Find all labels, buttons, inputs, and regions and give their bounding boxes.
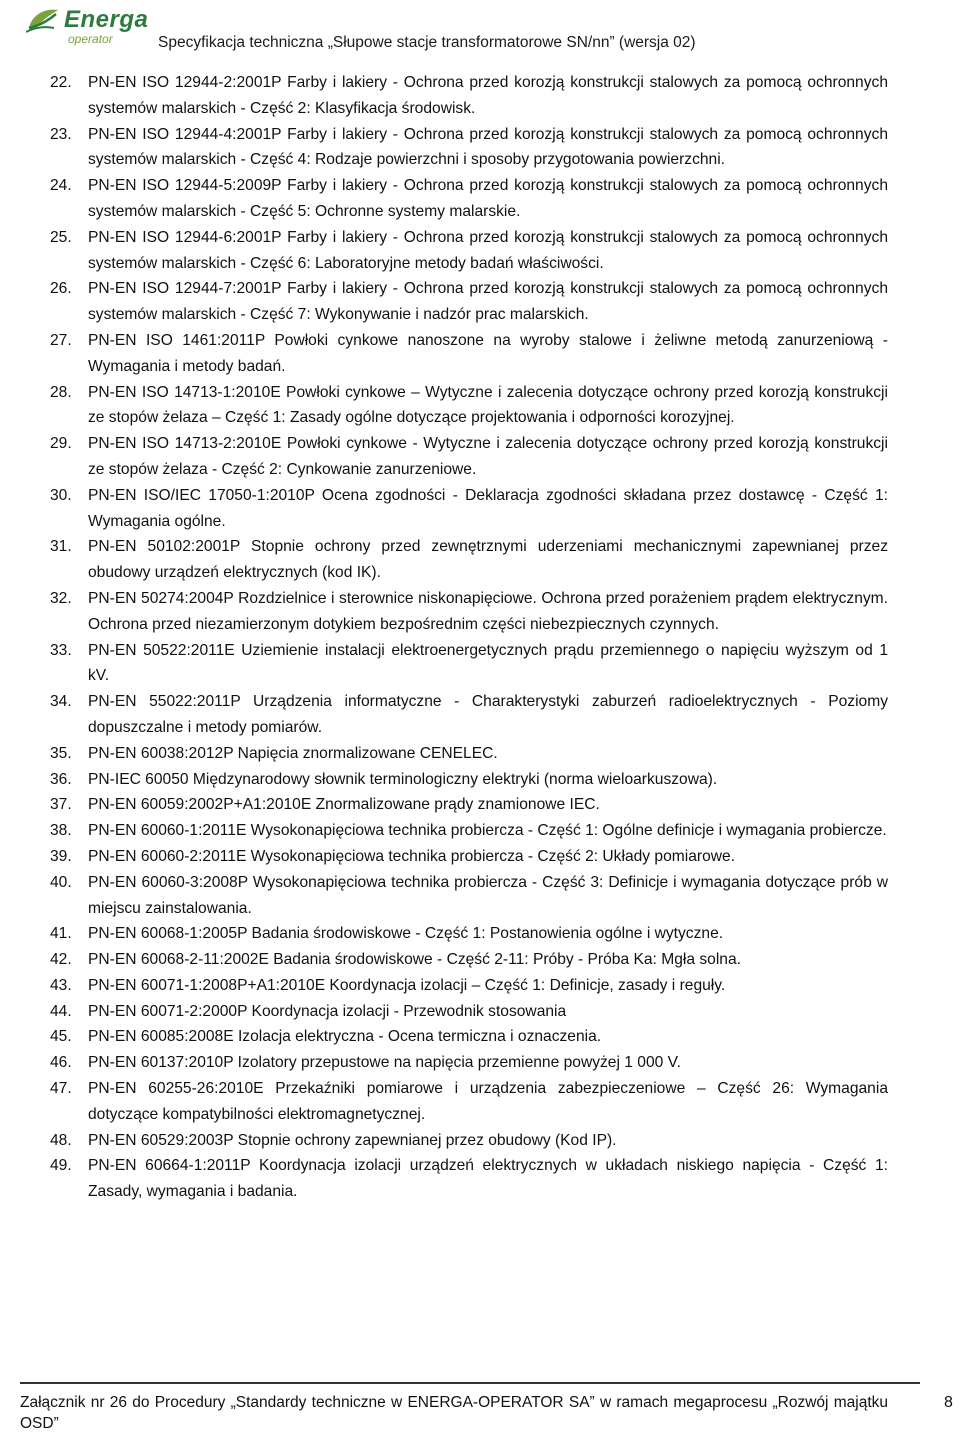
standards-list xyxy=(50,70,888,1205)
list-item xyxy=(50,534,888,586)
list-item-text: PN-EN 50102:2001P Stopnie ochrony przed zewnętrznymi uderzeniami mechanicznymi zapewnianej przez obudowy urządzeń elektrycznych (kod IK). xyxy=(88,538,888,582)
list-item-number: 30. xyxy=(50,486,72,504)
list-item-number: 23. xyxy=(50,125,72,143)
list-item xyxy=(50,870,888,922)
list-item xyxy=(50,689,888,741)
list-item-number: 25. xyxy=(50,228,72,246)
list-item xyxy=(50,483,888,535)
list-item-number: 38. xyxy=(50,822,72,840)
list-item xyxy=(50,276,888,328)
document-title: Specyfikacja techniczna „Słupowe stacje transformatorowe SN/nn” (wersja 02) xyxy=(158,34,696,51)
list-item-text: PN-EN ISO 12944-6:2001P Farby i lakiery - Ochrona przed korozją konstrukcji stalowych za pomocą ochronnych systemów malarskich - Część 6: Laboratoryjne metody badań właściwości. xyxy=(88,228,888,272)
list-item-number: 39. xyxy=(50,847,72,865)
list-item-text: PN-EN 60071-2:2000P Koordynacja izolacji - Przewodnik stosowania xyxy=(88,1002,567,1020)
list-item xyxy=(50,1076,888,1128)
page-header xyxy=(0,0,960,62)
list-item-number: 27. xyxy=(50,331,72,349)
list-item-number: 33. xyxy=(50,641,72,659)
list-item-number: 22. xyxy=(50,74,72,91)
list-item xyxy=(50,767,888,793)
list-item-number: 34. xyxy=(50,693,72,711)
list-item xyxy=(50,1050,888,1076)
footer-divider xyxy=(20,1382,920,1384)
list-item-number: 47. xyxy=(50,1080,72,1098)
list-item xyxy=(50,380,888,432)
list-item-text: PN-EN 60071-1:2008P+A1:2010E Koordynacja izolacji – Część 1: Definicje, zasady i reguły. xyxy=(88,976,726,994)
list-item-text: PN-EN ISO 14713-1:2010E Powłoki cynkowe – Wytyczne i zalecenia dotyczące ochrony przed korozją konstrukcji ze stopów żelaza – Część 1: Zasady ogólne dotyczące projektowania i odporności korozyjnej. xyxy=(88,383,888,427)
list-item-number: 43. xyxy=(50,976,72,994)
list-item-number: 24. xyxy=(50,177,72,195)
list-item-number: 46. xyxy=(50,1054,72,1072)
list-item-text: PN-EN 60068-2-11:2002E Badania środowiskowe - Część 2-11: Próby - Próba Ka: Mgła solna. xyxy=(88,951,741,969)
list-item xyxy=(50,122,888,174)
list-item-text: PN-EN 60664-1:2011P Koordynacja izolacji urządzeń elektrycznych w układach niskiego napięcia - Część 1: Zasady, wymagania i badania. xyxy=(88,1157,888,1201)
page-number: 8 xyxy=(944,1394,953,1411)
list-item-number: 40. xyxy=(50,873,72,891)
list-item-text: PN-EN 60059:2002P+A1:2010E Znormalizowane prądy znamionowe IEC. xyxy=(88,796,600,814)
list-item xyxy=(50,947,888,973)
list-item-text: PN-EN ISO/IEC 17050-1:2010P Ocena zgodności - Deklaracja zgodności składana przez dostawcę - Część 1: Wymagania ogólne. xyxy=(88,486,888,530)
list-item xyxy=(50,70,888,122)
list-item-number: 36. xyxy=(50,770,72,788)
list-item xyxy=(50,586,888,638)
list-item-number: 29. xyxy=(50,435,72,453)
list-item-number: 31. xyxy=(50,538,72,556)
list-item-number: 44. xyxy=(50,1002,72,1020)
list-item-number: 35. xyxy=(50,744,72,762)
logo-subtitle: operator xyxy=(68,32,113,46)
list-item xyxy=(50,741,888,767)
list-item-text: PN-EN 55022:2011P Urządzenia informatyczne - Charakterystyki zaburzeń radioelektrycznych - Poziomy dopuszczalne i metody pomiarów. xyxy=(88,693,888,736)
list-item-text: PN-EN 50274:2004P Rozdzielnice i sterownice niskonapięciowe. Ochrona przed porażeniem prądem elektrycznym. Ochrona przed niezamierzonym dotykiem bezpośrednim części niebezpiecznych czynnych. xyxy=(88,589,888,633)
list-item-text: PN-EN ISO 12944-5:2009P Farby i lakiery - Ochrona przed korozją konstrukcji stalowych za pomocą ochronnych systemów malarskich - Część 5: Ochronne systemy malarskie. xyxy=(88,177,888,220)
list-item-number: 49. xyxy=(50,1157,72,1175)
list-item xyxy=(50,225,888,277)
list-item-text: PN-EN 60137:2010P Izolatory przepustowe na napięcia przemienne powyżej 1 000 V. xyxy=(88,1054,681,1072)
list-item xyxy=(50,173,888,225)
list-item-number: 28. xyxy=(50,383,72,401)
list-item-text: PN-EN 60085:2008E Izolacja elektryczna - Ocena termiczna i oznaczenia. xyxy=(88,1028,602,1046)
list-item-text: PN-IEC 60050 Międzynarodowy słownik terminologiczny elektryki (norma wieloarkuszowa). xyxy=(88,770,718,788)
list-item xyxy=(50,431,888,483)
list-item-number: 45. xyxy=(50,1028,72,1046)
list-item xyxy=(50,638,888,690)
list-item xyxy=(50,999,888,1025)
list-item-text: PN-EN 50522:2011E Uziemienie instalacji elektroenergetycznych prądu przemiennego o napięciu wyższym od 1 kV. xyxy=(88,641,888,685)
list-item-text: PN-EN ISO 1461:2011P Powłoki cynkowe nanoszone na wyroby stalowe i żeliwne metodą zanurzeniową - Wymagania i metody badań. xyxy=(88,331,888,375)
leaf-logo-icon xyxy=(26,6,60,36)
footer-text: Załącznik nr 26 do Procedury „Standardy techniczne w ENERGA-OPERATOR SA” w ramach megaprocesu „Rozwój majątku OSD” xyxy=(20,1394,888,1432)
list-item-text: PN-EN ISO 12944-2:2001P Farby i lakiery - Ochrona przed korozją konstrukcji stalowych za pomocą ochronnych systemów malarskich - Część 2: Klasyfikacja środowisk. xyxy=(88,74,888,117)
list-item-number: 42. xyxy=(50,951,72,969)
list-item-text: PN-EN 60060-2:2011E Wysokonapięciowa technika probiercza - Część 2: Układy pomiarowe. xyxy=(88,847,736,865)
energa-logo xyxy=(26,4,166,44)
list-item-number: 26. xyxy=(50,280,72,298)
logo-name: Energa xyxy=(64,6,149,33)
list-item-text: PN-EN 60038:2012P Napięcia znormalizowane CENELEC. xyxy=(88,744,498,762)
list-item xyxy=(50,973,888,999)
list-item-number: 48. xyxy=(50,1131,72,1149)
list-item xyxy=(50,328,888,380)
list-item-text: PN-EN 60529:2003P Stopnie ochrony zapewnianej przez obudowy (Kod IP). xyxy=(88,1131,617,1149)
list-item-text: PN-EN 60255-26:2010E Przekaźniki pomiarowe i urządzenia zabezpieczeniowe – Część 26: Wymagania dotyczące kompatybilności elektromagnetycznej. xyxy=(88,1080,888,1123)
list-item xyxy=(50,1128,888,1154)
list-item-number: 32. xyxy=(50,589,72,607)
list-item-number: 37. xyxy=(50,796,72,814)
list-item-text: PN-EN 60060-3:2008P Wysokonapięciowa technika probiercza - Część 3: Definicje i wymagania dotyczące prób w miejscu zainstalowania. xyxy=(88,873,888,917)
list-item-text: PN-EN 60060-1:2011E Wysokonapięciowa technika probiercza - Część 1: Ogólne definicje i wymagania probiercze. xyxy=(88,822,887,840)
list-item xyxy=(50,844,888,870)
list-item xyxy=(50,1024,888,1050)
list-item-text: PN-EN ISO 12944-4:2001P Farby i lakiery - Ochrona przed korozją konstrukcji stalowych za pomocą ochronnych systemów malarskich - Część 4: Rodzaje powierzchni i sposoby przygotowania powierzchni. xyxy=(88,125,888,169)
list-item-number: 41. xyxy=(50,925,72,943)
list-item xyxy=(50,921,888,947)
list-item xyxy=(50,1153,888,1205)
list-item-text: PN-EN ISO 14713-2:2010E Powłoki cynkowe - Wytyczne i zalecenia dotyczące ochrony przed korozją konstrukcji ze stopów żelaza - Część 2: Cynkowanie zanurzeniowe. xyxy=(88,435,888,478)
list-item xyxy=(50,818,888,844)
list-item xyxy=(50,792,888,818)
list-item-text: PN-EN 60068-1:2005P Badania środowiskowe - Część 1: Postanowienia ogólne i wytyczne. xyxy=(88,925,724,943)
list-item-text: PN-EN ISO 12944-7:2001P Farby i lakiery - Ochrona przed korozją konstrukcji stalowych za pomocą ochronnych systemów malarskich - Część 7: Wykonywanie i nadzór prac malarskich. xyxy=(88,280,888,324)
